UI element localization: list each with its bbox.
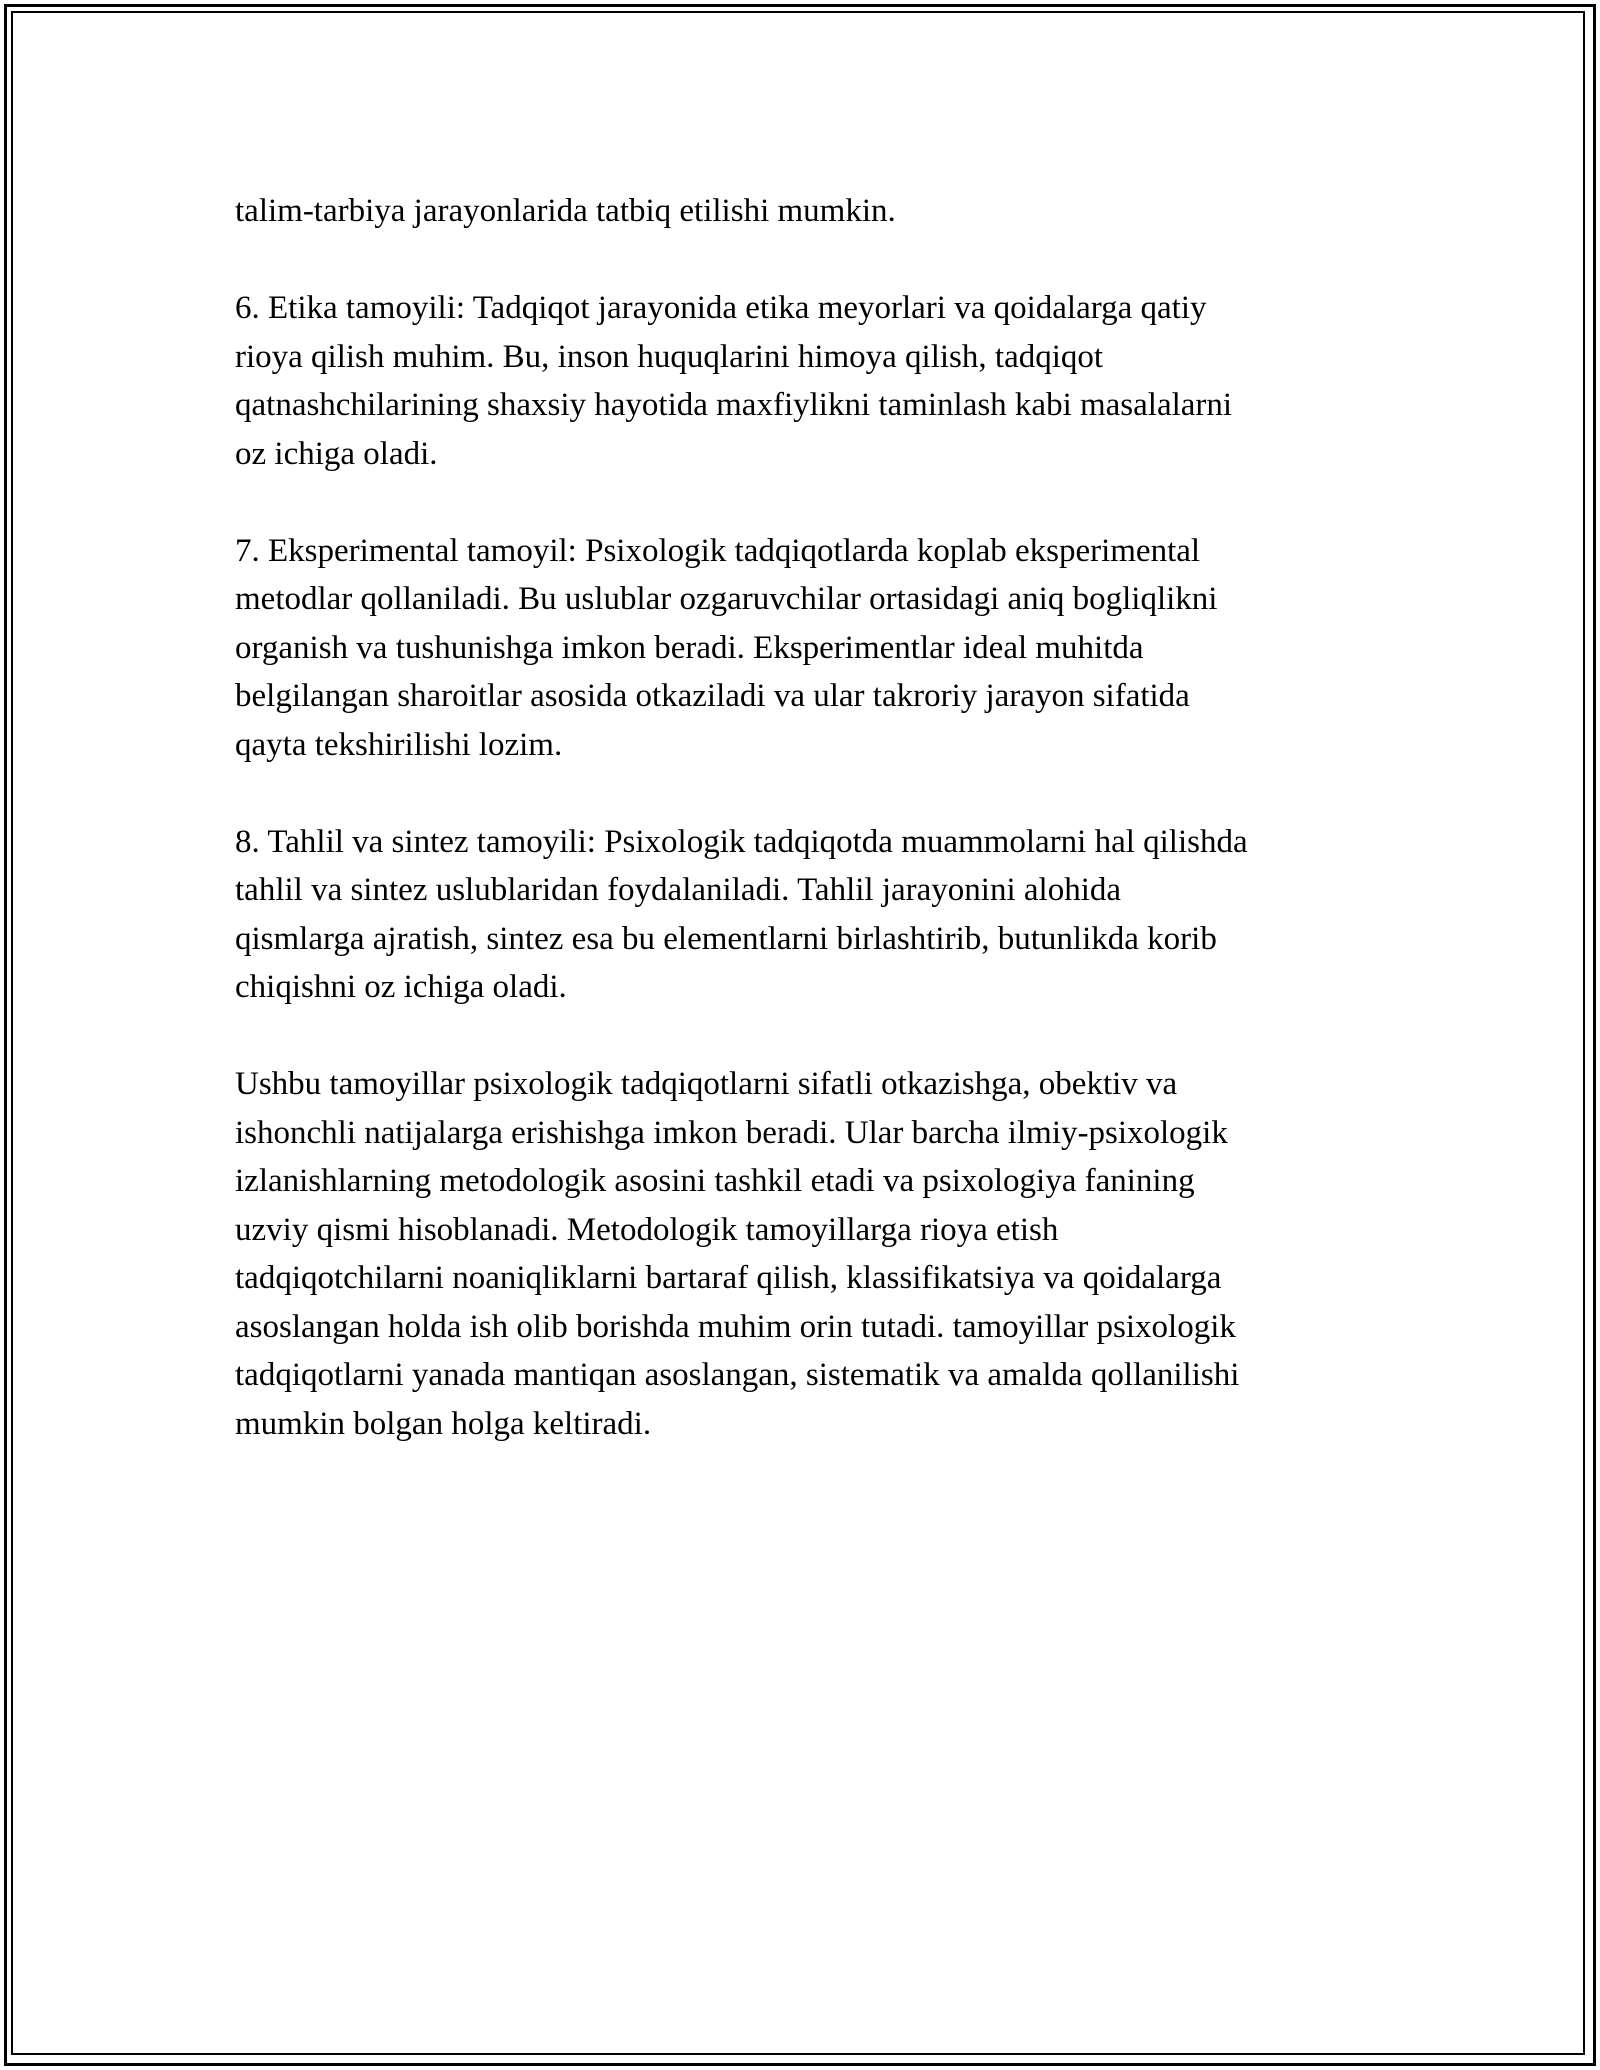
- text-line: tadqiqotlarni yanada mantiqan asoslangan, sistematik va amalda qollanilishi: [235, 1357, 1240, 1393]
- paragraph-spacer: [235, 1012, 1375, 1061]
- paragraph-principle-6: [235, 284, 1375, 478]
- document-body: [235, 187, 1375, 1448]
- text-line: rioya qilish muhim. Bu, inson huquqlarini himoya qilish, tadqiqot: [235, 338, 1104, 375]
- text-line: izlanishlarning metodologik asosini tashkil etadi va psixologiya fanining: [235, 1163, 1195, 1199]
- text-line: qatnashchilarining shaxsiy hayotida maxfiylikni taminlash kabi masalalarni: [235, 387, 1233, 423]
- text-line: tahlil va sintez uslublaridan foydalaniladi. Tahlil jarayonini alohida: [235, 872, 1122, 908]
- text-line: talim-tarbiya jarayonlarida tatbiq etilishi mumkin.: [235, 193, 896, 229]
- text-line: organish va tushunishga imkon beradi. Eksperimentlar ideal muhitda: [235, 629, 1144, 666]
- paragraph-continuation: [235, 187, 1375, 236]
- paragraph-conclusion: [235, 1060, 1375, 1448]
- paragraph-spacer: [235, 478, 1375, 527]
- paragraph-principle-8: [235, 818, 1375, 1012]
- text-line: uzviy qismi hisoblanadi. Metodologik tamoyillarga rioya etish: [235, 1211, 1059, 1248]
- paragraph-principle-7: [235, 527, 1375, 770]
- text-line: 7. Eksperimental tamoyil: Psixologik tadqiqotlarda koplab eksperimental: [235, 532, 1201, 569]
- text-line: mumkin bolgan holga keltiradi.: [235, 1405, 652, 1442]
- text-line: qayta tekshirilishi lozim.: [235, 726, 563, 763]
- text-line: qismlarga ajratish, sintez esa bu elementlarni birlashtirib, butunlikda korib: [235, 920, 1217, 957]
- text-line: chiqishni oz ichiga oladi.: [235, 969, 567, 1005]
- text-line: oz ichiga oladi.: [235, 435, 438, 472]
- paragraph-spacer: [235, 236, 1375, 285]
- text-line: metodlar qollaniladi. Bu uslublar ozgaruvchilar ortasidagi aniq bogliqlikni: [235, 581, 1218, 617]
- text-line: Ushbu tamoyillar psixologik tadqiqotlarni sifatli otkazishga, obektiv va: [235, 1066, 1178, 1102]
- text-line: 8. Tahlil va sintez tamoyili: Psixologik tadqiqotda muammolarni hal qilishda: [235, 823, 1248, 860]
- text-line: tadqiqotchilarni noaniqliklarni bartaraf qilish, klassifikatsiya va qoidalarga: [235, 1260, 1222, 1296]
- text-line: asoslangan holda ish olib borishda muhim orin tutadi. tamoyillar psixologik: [235, 1308, 1236, 1345]
- paragraph-spacer: [235, 769, 1375, 818]
- text-line: 6. Etika tamoyili: Tadqiqot jarayonida etika meyorlari va qoidalarga qatiy: [235, 290, 1207, 326]
- text-line: ishonchli natijalarga erishishga imkon beradi. Ular barcha ilmiy-psixologik: [235, 1114, 1228, 1151]
- text-line: belgilangan sharoitlar asosida otkaziladi va ular takroriy jarayon sifatida: [235, 678, 1190, 714]
